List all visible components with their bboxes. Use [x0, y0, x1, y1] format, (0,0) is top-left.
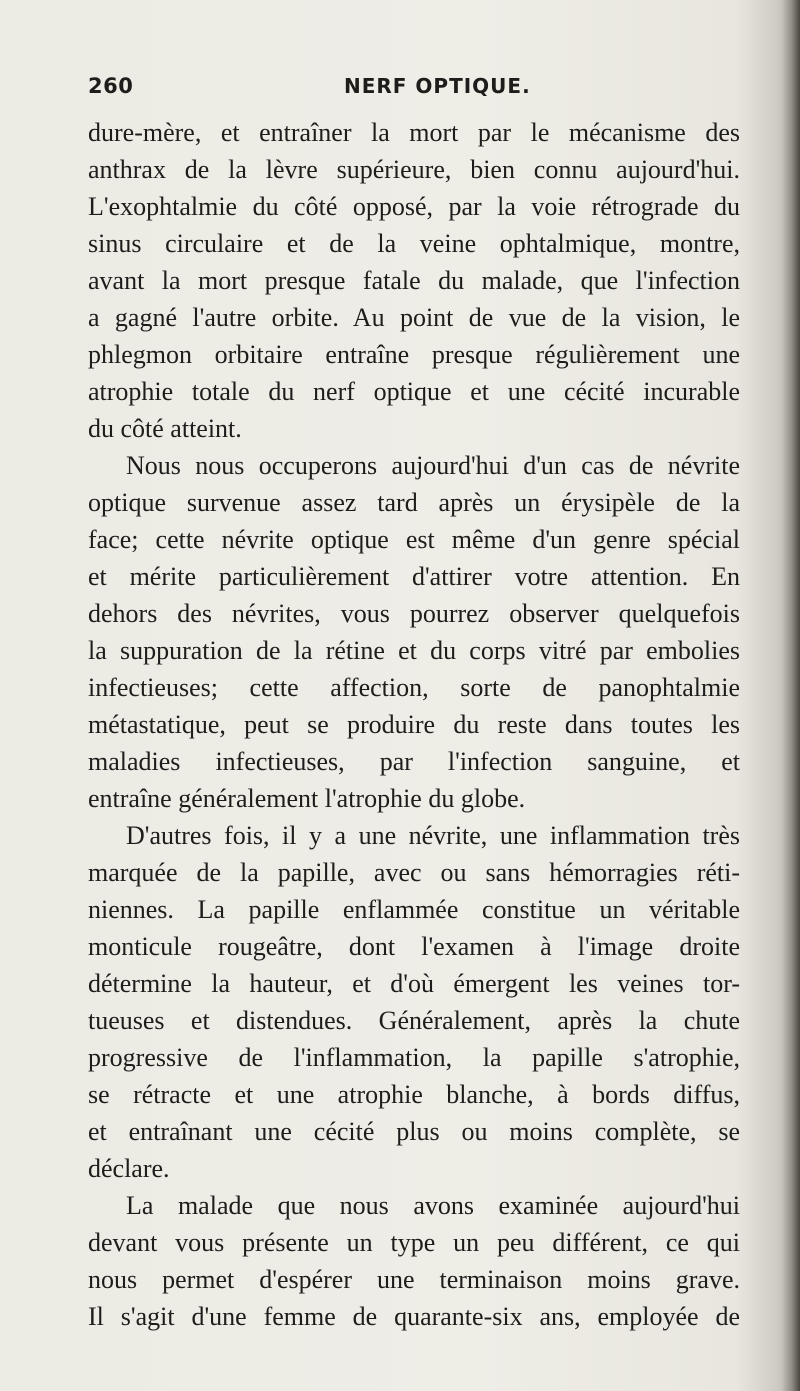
text-line: métastatique, peut se produire du reste dans toutes les [88, 710, 740, 739]
text-line: L'exophtalmie du côté opposé, par la voie rétrograde du [88, 192, 740, 221]
text-line: niennes. La papille enflammée constitue un véritable [88, 895, 740, 924]
paragraph-start-line: D'autres fois, il y a une névrite, une inflammation très [126, 821, 740, 850]
text-line: dure-mère, et entraîner la mort par le mécanisme des [88, 118, 740, 147]
paragraph-start-line: Nous nous occuperons aujourd'hui d'un cas de névrite [126, 451, 740, 480]
running-title: NERF OPTIQUE. [344, 74, 531, 98]
page-edge-shadow [782, 0, 800, 1391]
text-line: infectieuses; cette affection, sorte de panophtalmie [88, 673, 740, 702]
paragraph-start-line: La malade que nous avons examinée aujourd'hui [126, 1191, 740, 1220]
text-line: nous permet d'espérer une terminaison moins grave. [88, 1265, 740, 1294]
text-line: Il s'agit d'une femme de quarante-six ans, employée de [88, 1302, 740, 1331]
text-line: optique survenue assez tard après un érysipèle de la [88, 488, 740, 517]
text-line: et entraînant une cécité plus ou moins complète, se [88, 1117, 740, 1146]
text-line: devant vous présente un type un peu différent, ce qui [88, 1228, 740, 1257]
running-head [88, 74, 740, 108]
text-line: dehors des névrites, vous pourrez observer quelquefois [88, 599, 740, 628]
text-line: monticule rougeâtre, dont l'examen à l'image droite [88, 932, 740, 961]
text-line: déclare. [88, 1154, 170, 1183]
text-line: se rétracte et une atrophie blanche, à bords diffus, [88, 1080, 740, 1109]
text-line: et mérite particulièrement d'attirer votre attention. En [88, 562, 740, 591]
text-line: a gagné l'autre orbite. Au point de vue de la vision, le [88, 303, 740, 332]
text-line: avant la mort presque fatale du malade, que l'infection [88, 266, 740, 295]
page-number: 260 [88, 74, 134, 98]
text-line: phlegmon orbitaire entraîne presque régulièrement une [88, 340, 740, 369]
text-line: maladies infectieuses, par l'infection sanguine, et [88, 747, 740, 776]
text-line: tueuses et distendues. Généralement, après la chute [88, 1006, 740, 1035]
text-line: face; cette névrite optique est même d'un genre spécial [88, 525, 740, 554]
text-line: marquée de la papille, avec ou sans hémorragies réti- [88, 858, 740, 887]
text-line: sinus circulaire et de la veine ophtalmique, montre, [88, 229, 740, 258]
text-line: atrophie totale du nerf optique et une cécité incurable [88, 377, 740, 406]
body-text [88, 114, 740, 1335]
text-line: la suppuration de la rétine et du corps vitré par embolies [88, 636, 740, 665]
text-line: anthrax de la lèvre supérieure, bien connu aujourd'hui. [88, 155, 740, 184]
text-line: progressive de l'inflammation, la papille s'atrophie, [88, 1043, 740, 1072]
text-line: entraîne généralement l'atrophie du globe. [88, 784, 526, 813]
text-line: du côté atteint. [88, 414, 242, 443]
text-line: détermine la hauteur, et d'où émergent les veines tor- [88, 969, 740, 998]
